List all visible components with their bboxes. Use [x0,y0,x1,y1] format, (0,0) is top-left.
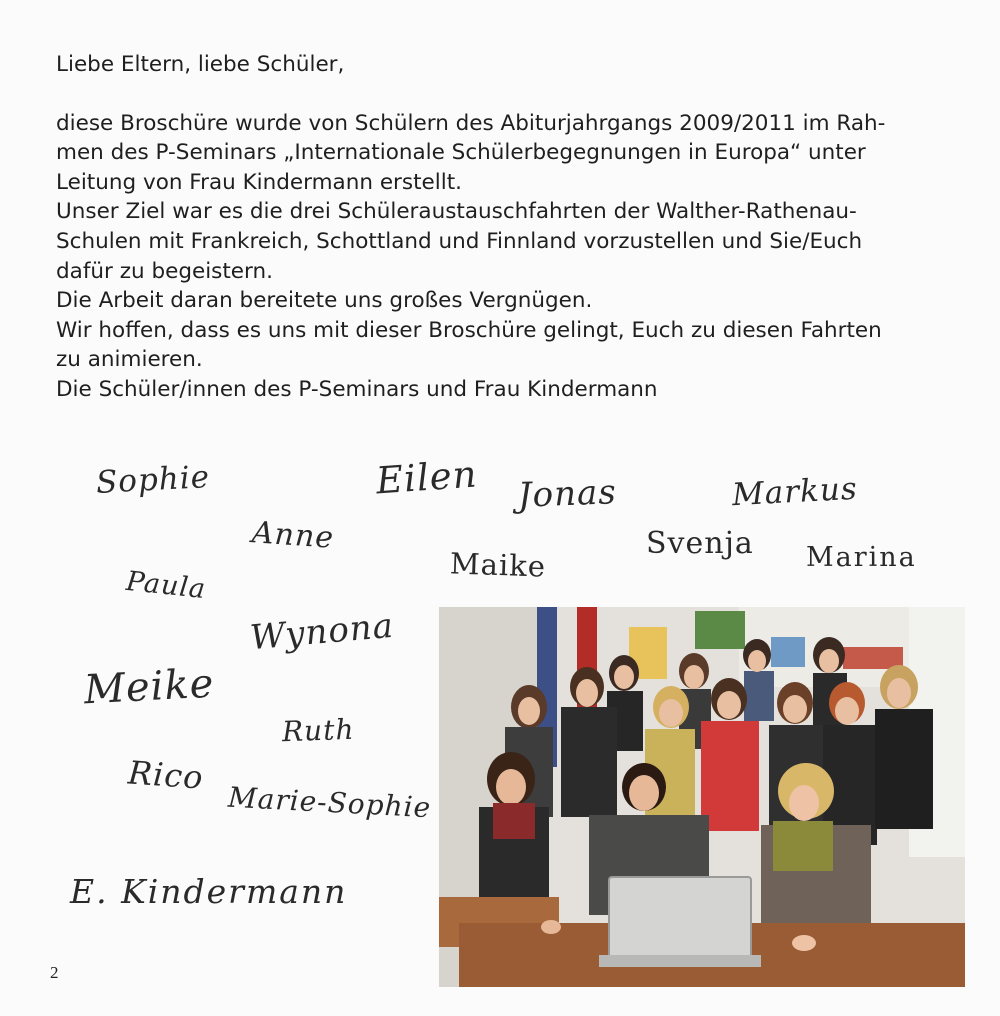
letter-line: zu animieren. [56,347,203,373]
letter-line: Wir hoffen, dass es uns mit dieser Broschüre gelingt, Euch zu diesen Fahrten [56,317,882,343]
signature-paula: Paula [124,565,208,606]
letter-line: Unser Ziel war es die drei Schüleraustauschfahrten der Walther-Rathenau- [56,199,857,225]
signature-maike: Maike [449,546,547,584]
signature-marie-sophie: Marie-Sophie [227,780,432,825]
signature-jonas: Jonas [517,472,618,516]
signature-svenja: Svenja [646,526,754,561]
letter-text [56,50,956,405]
signature-rico: Rico [126,753,205,797]
letter-line: dafür zu begeistern. [56,258,273,284]
signature-wynona: Wynona [248,605,396,659]
letter-line: Die Arbeit daran bereitete uns großes Vergnügen. [56,288,593,314]
letter-line: Die Schüler/innen des P-Seminars und Frau Kindermann [56,376,658,402]
signature-ruth: Ruth [281,712,355,749]
signature-eilen: Eilen [374,452,479,503]
letter-line: diese Broschüre wurde von Schülern des Abiturjahrgangs 2009/2011 im Rah- [56,110,886,136]
signature-sophie: Sophie [95,459,211,501]
letter-line: men des P-Seminars „Internationale Schülerbegegnungen in Europa“ unter [56,140,866,166]
signature-e-kindermann: E. Kindermann [70,872,348,911]
letter-greeting: Liebe Eltern, liebe Schüler, [56,52,345,77]
signature-marina: Marina [806,542,917,573]
signature-anne: Anne [250,515,336,556]
group-photo [439,607,965,987]
letter-line: Schulen mit Frankreich, Schottland und Finnland vorzustellen und Sie/Euch [56,228,863,254]
signature-markus: Markus [731,470,859,514]
letter-line: Leitung von Frau Kindermann erstellt. [56,169,462,195]
signature-meike: Meike [82,660,216,714]
page-number: 2 [50,963,59,982]
